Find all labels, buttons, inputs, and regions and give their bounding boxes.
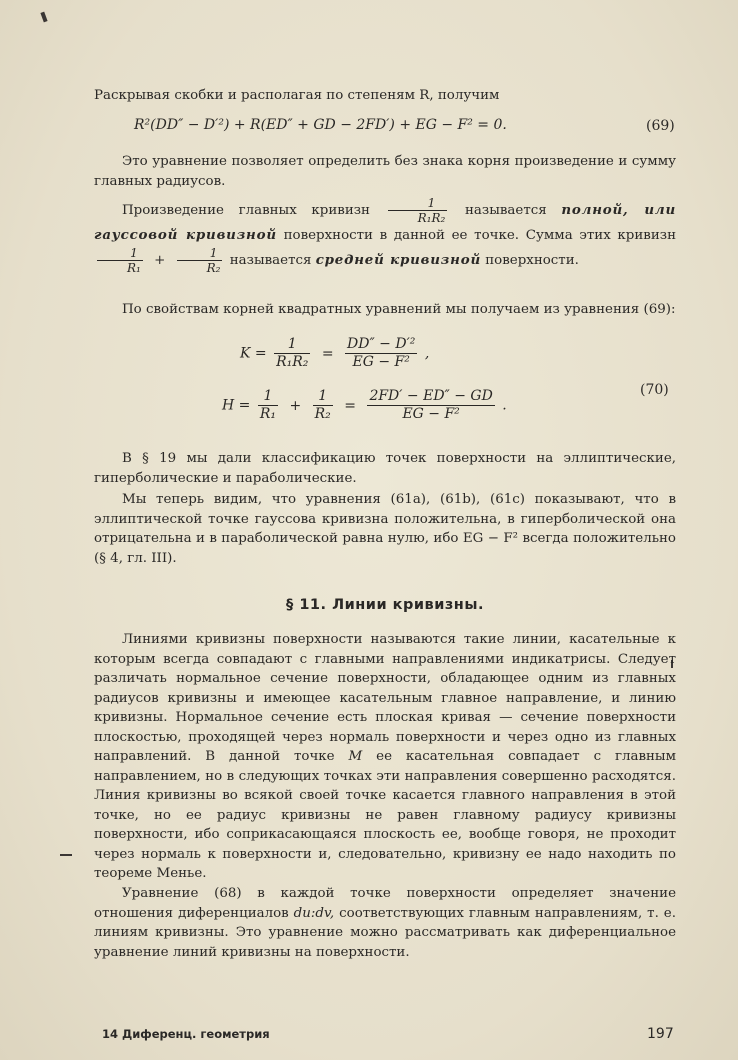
fraction-denominator: R₂ [314, 406, 331, 422]
fraction-H1 [258, 388, 278, 423]
lines-text-2: ее касательная совпадает с главным направлением, но в следующих точках эти направления совершенно расходятся. Линия кривизны во всякой своей точке касается главного направления в этой точке, но ее радиус кривизны не равен главному радиусу кривизны поверхности, ибо соприкасающаяся плоскость ее, вообще говоря, не проходит через нормаль к поверхности и, следовательно, кривизну ее надо находить по теореме Менье. [94, 749, 677, 881]
fraction-denominator: R₂ [206, 261, 221, 275]
equation-70-K [240, 336, 429, 371]
fraction-K2 [345, 336, 417, 371]
equation-70-H [222, 388, 507, 423]
fraction-numerator: 1 [274, 336, 310, 354]
classify-text: В § 19 мы дали классификацию точек поверхности на эллиптические, гиперболические и параболические. [94, 451, 676, 486]
section-title: § 11. Линии кривизны. [286, 597, 484, 613]
plus-sign: + [154, 253, 166, 268]
fraction-numerator: 1 [313, 388, 333, 406]
product-text-after2: поверхности в данной ее точке. Сумма этих кривизн [283, 228, 676, 243]
fraction-denominator: EG − F² [402, 406, 460, 422]
paragraph-lines [94, 630, 676, 884]
equation-69-body: R²(DD″ − D′²) + R(ED″ + GD − 2FD′) + EG − F² = 0. [134, 117, 507, 133]
equals-sign: = [344, 397, 356, 414]
paragraph-intro [94, 86, 676, 106]
page-number: 197 [647, 1026, 674, 1042]
fraction-denominator: R₁ [127, 261, 141, 275]
roots-text: По свойствам корней квадратных уравнений мы получаем из уравнения (69): [122, 302, 676, 317]
point-M: M [348, 749, 363, 764]
eq68-text [94, 884, 676, 962]
fraction-numerator: 1 [258, 388, 278, 406]
intro-text: Раскрывая скобки и располагая по степеням R, получим [94, 88, 500, 103]
fraction-1-over-R1 [97, 246, 143, 275]
term-gaussian-curvature: полной, или гауссовой кривизной [94, 202, 677, 243]
paragraph-roots [94, 300, 676, 320]
fraction-numerator: 1 [388, 196, 448, 211]
fraction-numerator: 2FD′ − ED″ − GD [369, 388, 493, 404]
sum-text: Это уравнение позволяет определить без знака корня произведение и сумму главных радиусов. [94, 154, 676, 189]
fraction-H2 [313, 388, 333, 423]
ink-speck [40, 12, 47, 23]
paragraph-product [94, 196, 676, 275]
fraction-numerator: 1 [97, 246, 143, 261]
term-mean-curvature: средней кривизной [315, 252, 481, 268]
product-text-after3: называется [229, 253, 312, 268]
fraction-denominator: R₁R₂ [276, 354, 309, 370]
fraction-numerator: 1 [177, 246, 223, 261]
lines-text-1: Линиями кривизны поверхности называются такие линии, касательные к которым всегда совпадают с главными направлениями индикатрисы. Следует различать нормальное сечение поверхности, обладающее одним из главных радиусов кривизны и имеющее касательным главное направление, и линию кривизны. Нормальное сечение есть плоская кривая — сечение поверхности плоскостью, проходящей через нормаль поверхности и через одно из главных направлений. В данной точке [94, 632, 676, 764]
equation-69-number: (69) [646, 118, 675, 134]
fraction-denominator: EG − F² [352, 354, 410, 370]
product-text-after4: поверхности. [485, 253, 579, 268]
now-text: Мы теперь видим, что уравнения (61a), (61b), (61c) показывают, что в эллиптической точке гауссова кривизна положительна, в гиперболической она отрицательна и в параболической равна нулю, ибо EG − F² всегда положительно (§ 4, гл. III). [94, 492, 676, 566]
fraction-denominator: R₁ [259, 406, 276, 422]
equals-sign: = [321, 345, 334, 362]
paragraph-eq68 [94, 884, 676, 962]
H-label: H = [222, 397, 251, 414]
product-text-after: называется [465, 203, 547, 218]
product-text [94, 196, 676, 275]
paragraph-sum [94, 152, 676, 191]
K-end: , [424, 345, 430, 362]
product-text-before: Произведение главных кривизн [122, 203, 370, 218]
plus-sign: + [289, 397, 302, 414]
fraction-denominator: R₁R₂ [417, 211, 446, 225]
lines-text [94, 630, 676, 884]
fraction-numerator: DD″ − D′² [347, 336, 416, 352]
ink-speck [60, 854, 72, 856]
equation-69 [134, 117, 507, 133]
fraction-H3 [367, 388, 494, 423]
fraction-gauss [388, 196, 448, 225]
ratio-du-dv: du:dv, [293, 905, 335, 921]
fraction-1-over-R2 [177, 246, 223, 275]
paragraph-now [94, 490, 676, 568]
footer-signature: 14 Диференц. геометрия [102, 1027, 270, 1041]
K-label: K = [240, 345, 267, 362]
eq68-text-2: соответствующих главным направлениям, т. е. линиям кривизны. Это уравнение можно рассматривать как диференциальное уравнение линий кривизны на поверхности. [94, 905, 676, 960]
equation-70-number: (70) [640, 382, 669, 398]
eq68-text-1: Уравнение (68) в каждой точке поверхности определяет значение отношения диференциалов [94, 886, 676, 921]
fraction-K1 [274, 336, 310, 371]
H-end: . [502, 397, 507, 414]
paragraph-classify [94, 449, 676, 488]
